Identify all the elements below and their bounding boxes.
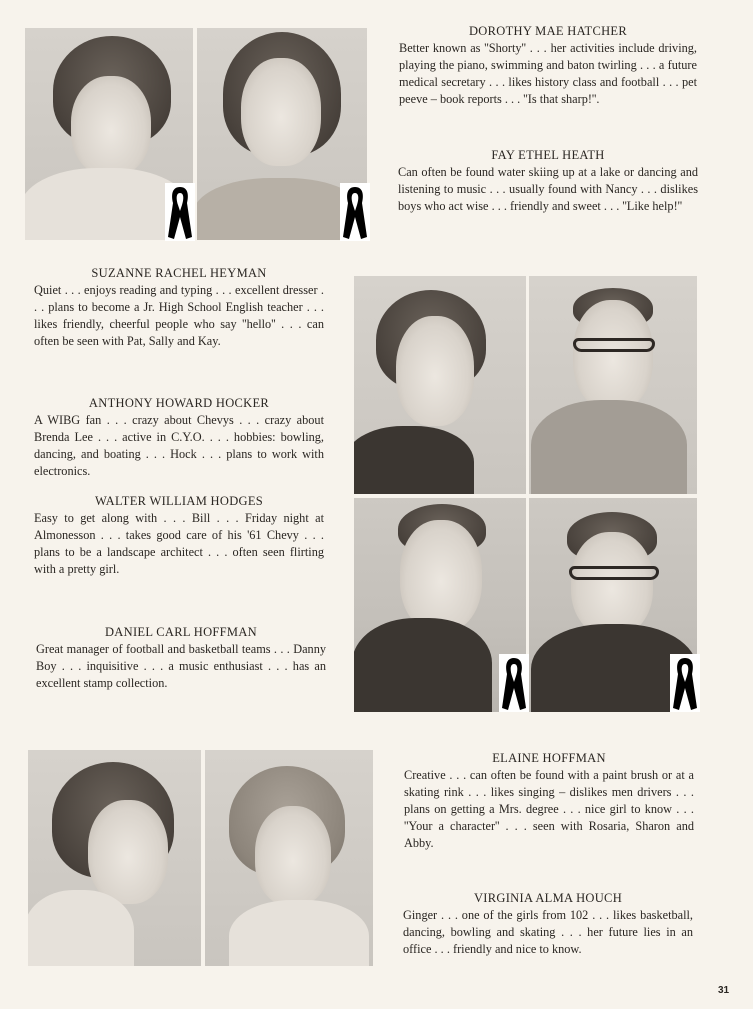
student-description: Easy to get along with . . . Bill . . . Friday night at Almonesson . . . takes good care of his '61 Chevy . . . plans to be a landscape architect . . . often seen flirting with a pretty girl. [34,511,324,576]
student-name: VIRGINIA ALMA HOUCH [473,891,623,905]
portrait-photo-houch [205,750,373,966]
clothing-shape [354,426,474,494]
clothing-shape [28,890,134,966]
clothing-shape [229,900,369,966]
bio-hatcher [399,23,697,108]
eyeglasses-shape [573,338,655,352]
page-number: 31 [718,985,730,996]
student-description: Can often be found water skiing up at a lake or dancing and listening to music . . . usually found with Nancy . . . dislikes boys who act wise . . . friendly and sweet . . . ''Like help!'' [398,165,698,213]
portrait-photo-hocker [529,276,697,494]
bio-hocker [34,395,324,480]
student-description: Quiet . . . enjoys reading and typing . . . excellent dresser . . . plans to become a Jr. High School English teacher . . . likes friendly, cheerful people who say ''hello'' . . . can often be seen with Pat, Sally and Kay. [34,283,324,348]
face-shape [88,800,168,904]
portrait-photo-heyman [354,276,526,494]
student-name: SUZANNE RACHEL HEYMAN [91,266,267,280]
eyeglasses-shape [569,566,659,580]
bio-daniel-hoffman [36,624,326,692]
face-shape [241,58,321,166]
portrait-photo-elaine-hoffman [28,750,201,966]
student-name: DOROTHY MAE HATCHER [468,24,627,38]
bio-elaine-hoffman [404,750,694,852]
student-name: FAY ETHEL HEATH [491,148,605,162]
face-shape [571,532,653,636]
face-shape [255,806,331,906]
bio-hodges [34,493,324,578]
face-shape [573,300,653,410]
student-name: DANIEL CARL HOFFMAN [104,625,257,639]
student-description: A WIBG fan . . . crazy about Chevys . . . crazy about Brenda Lee . . . active in C.Y.O. . . . hobbies: bowling, dancing, and boating . . . Hock . . . plans to work with electronics. [34,413,324,478]
bio-heath [398,147,698,215]
student-description: Great manager of football and basketball teams . . . Danny Boy . . . inquisitive . . . a music enthusiast . . . has an excellent stamp collection. [36,642,326,690]
student-name: ANTHONY HOWARD HOCKER [88,396,270,410]
student-name: ELAINE HOFFMAN [492,751,606,765]
student-description: Creative . . . can often be found with a paint brush or at a skating rink . . . likes singing – dislikes men drivers . . . plans on getting a Mrs. degree . . . nice girl to know . . . ''Your a character'' . . . seen with Rosaria, Sharon and Abby. [404,768,694,850]
dark-suit-shape [354,618,492,712]
tweed-jacket-shape [531,400,687,494]
student-name: WALTER WILLIAM HODGES [94,494,264,508]
mourning-ribbon-icon [340,183,370,241]
mourning-ribbon-icon [499,654,529,712]
face-shape [400,520,482,632]
bio-heyman [34,265,324,350]
face-shape [71,76,151,176]
face-shape [396,316,474,426]
student-description: Ginger . . . one of the girls from 102 . . . likes basketball, dancing, bowling and skating . . . her future lies in an office . . . friendly and nice to know. [403,908,693,956]
student-description: Better known as ''Shorty'' . . . her activities include driving, playing the piano, swimming and baton twirling . . . a future medical secretary . . . likes history class and football . . . pet peeve – book reports . . . ''Is that sharp!''. [399,41,697,106]
bio-houch [403,890,693,958]
mourning-ribbon-icon [670,654,700,712]
mourning-ribbon-icon [165,183,195,241]
